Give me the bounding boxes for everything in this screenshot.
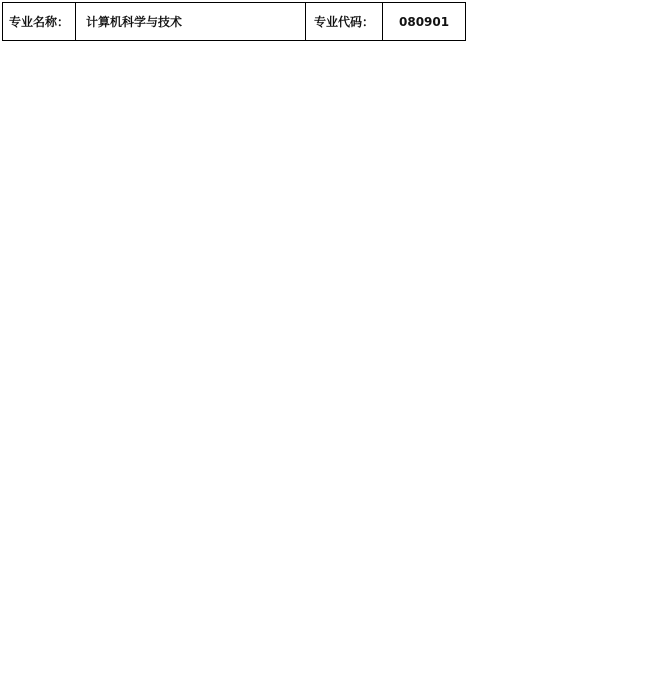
info-row-major (3, 3, 661, 41)
major-code-label: 专业代码： (306, 3, 383, 41)
major-name-label: 专业名称： (3, 3, 76, 41)
level-wrapper (466, 3, 492, 41)
major-name-value: 计算机科学与技术 (76, 3, 306, 41)
course-plan-document (2, 2, 661, 41)
major-code-value: 080901 (383, 3, 466, 41)
course-plan-table (2, 2, 661, 41)
